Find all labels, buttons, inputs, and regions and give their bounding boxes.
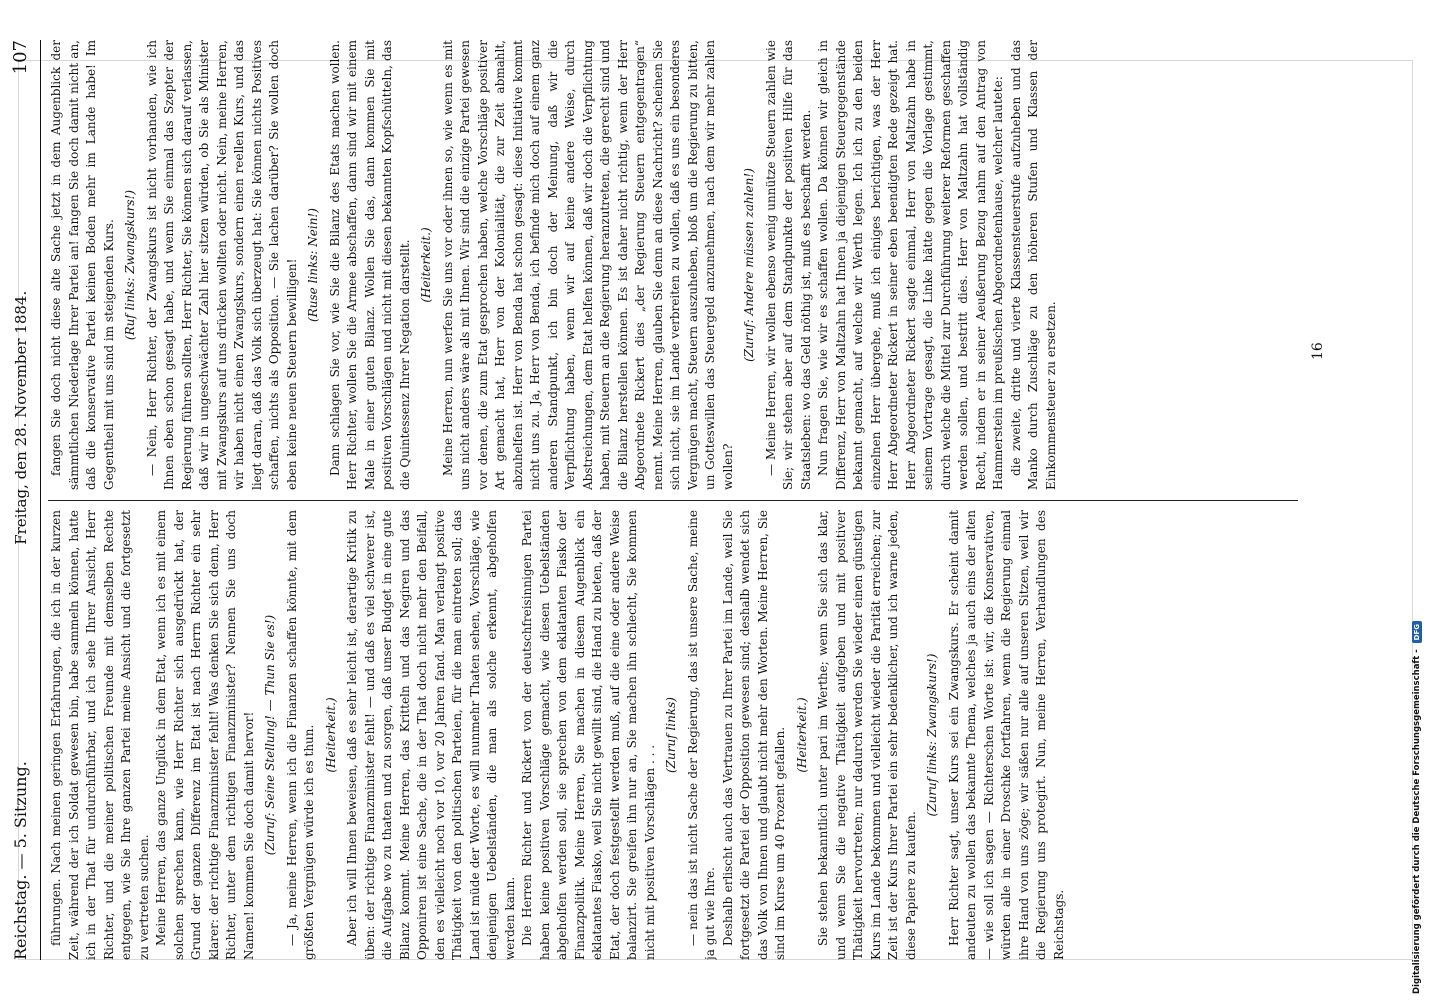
right-interjection: (Ruf links: Zwangskurs!) xyxy=(123,189,137,341)
right-paragraph: Dann schlagen Sie vor, wie Sie die Bilanz des Etats machen wollen. Herr Richter, wollen Sie die Armee abschaffen, dann sind wir mit einem Male in einer guten Bilanz. Wollen Sie das, dann kommen Sie mit positiven Vorschlägen und nicht mit diesen bekannten Kopfschütteln, das die Quintessenz Ihrer Negation darstellt. xyxy=(327,40,412,490)
left-paragraph: Die Herren Richter und Rickert von der deutschfreisinnigen Partei haben keine positiven Vorschläge gemacht, wie diesen Uebelständen abgeholfen werden soll, sie sprechen von dem eklatanten Fiasko der Finanzpolitik. Meine Herren, Sie machen in diesem Augenblick ein eklatantes Fiasko, weil Sie nicht gewillt sind, die Hand zu bieten, daß der Etat, der doch festgestellt werden muß, auf die eine oder andere Weise balanzirt. Sie greifen ihn nur an, Sie machen ihn schlecht, Sie kommen nicht mit positiven Vorschlägen . . . xyxy=(520,510,657,960)
left-interjection: (Zuruf links) xyxy=(664,697,678,773)
right-quotation: die zweite, dritte und vierte Klassensteuerstufe aufzuheben und das Manko durch Zuschläge zu den höheren Stufen und Klassen der Einkommensteuer zu ersetzen. xyxy=(1008,40,1058,490)
header-title: Reichstag. — 5. Sitzung. xyxy=(11,761,30,960)
dfg-logo: DFG xyxy=(1412,621,1422,643)
header-rule xyxy=(40,40,41,960)
left-paragraph: — nein das ist nicht Sache der Regierung, das ist unsere Sache, meine ja gut wie Ihre. xyxy=(685,510,717,960)
left-paragraph: Sie stehen bekanntlich unter pari im Werthe; wenn Sie sich das klar, und wenn Sie die negative Thätigkeit aufgeben und mit positiver Thätigkeit hervortreten; nur dadurch werden Sie wieder einen günstigen Kurs im Lande bekommen und vielleicht wieder die Parität erreichen; zur Zeit ist der Kurs Ihrer Partei ein sehr bedenklicher, und ich warne jeden, diese Papiere zu kaufen. xyxy=(816,510,918,960)
credit-text: Digitalisierung gefördert durch die Deutsche Forschungsgemeinschaft - xyxy=(1412,649,1422,994)
right-interjection: (Heiterkeit.) xyxy=(419,227,433,303)
left-paragraph: führungen. Nach meinen geringen Erfahrungen, die ich in der kurzen Zeit, während der ich Soldat gewesen bin, habe sammeln können, hatte ich in der That für undurchführbar, und ich sehe Ihrer Ansicht, Herr Richter, und die meiner politischen Freunde mit demselben Rechte entgegen, wie Sie Ihre ganzen Partei meine Ansicht und die fortgesetzt zu vertreten suchen. xyxy=(49,510,151,960)
left-interjection: (Zuruf links: Zwangskurs!) xyxy=(925,653,939,817)
right-interjection: (Ruse links: Nein!) xyxy=(306,208,320,322)
left-interjection: (Heiterkeit.) xyxy=(323,697,338,773)
column-rule xyxy=(48,500,1298,501)
right-column xyxy=(48,40,1298,490)
header-date: Freitag, den 28. November 1884. xyxy=(12,290,30,545)
left-column xyxy=(48,510,1298,960)
left-interjection: (Heiterkeit.) xyxy=(794,697,809,773)
left-paragraph: — Ja, meine Herren, wenn ich die Finanzen schaffen könnte, mit dem größten Vergnügen würde ich es thun. xyxy=(284,510,316,960)
right-paragraph: Nun fragen Sie, wie wir es schaffen wollen. Da können wir gleich in Differenz, Herr von Maltzahn hat Ihnen ja diejenigen Steuergegenstände bekannt gemacht, auf welche wir Werth legen. Ich ich zu den beiden einzelnen Herr übergehe, muß ich einiges berichtigen, was der Herr Herr Abgeordneter Rickert in seiner eben beendigten Rede gezeigt hat. Herr Abgeordneter Rickert sagte einmal, Herr von Maltzahn habe in seinem Vortrage gesagt, die Linke hätte gegen die Vorlage gestimmt, durch welche die Mittel zur Durchführung weiterer Reformen geschaffen werden sollen, und bestritt dies. Herr von Maltzahn hat vollständig Recht, indem er in seiner Aeußerung Bezug nahm auf den Antrag von Hammerstein im preußischen Abgeordnetenhause, welcher lautete: xyxy=(816,40,1005,490)
left-paragraph: Herr Richter sagt, unser Kurs sei ein Zwangskurs. Er scheint damit andeuten zu wollen das bekannte Thema, welches ja auch eins der alten — wie soll ich sagen — Richterschen Worte ist: wir, die Konservativen, würden alle in einer Droschke fortfahren, wenn die Regierung einmal ihre Hand von uns zöge; wir säßen nur alle auf unseren Sitzen, weil wir die Regierung uns protegirt. Nun, meine Herren, Verhandlungen des Reichstags. xyxy=(946,510,1066,960)
signature-mark: 16 xyxy=(1310,342,1326,360)
left-paragraph: Meine Herren, das ganze Unglück in dem Etat, wenn ich es mit einem solchen sprechen kann, wie Herr Richter sich ausgedrückt hat, der Grund der ganzen Differenz im Etat ist nach Herrn Richter ein sehr klarer: der richtige Finanzminister fehlt! Was denken Sie sich denn, Herr Richter, unter dem richtigen Finanzminister? Nennen Sie uns doch Namen! kommen Sie doch damit hervor! xyxy=(154,510,256,960)
right-paragraph: fangen Sie doch nicht diese alte Sache jetzt in dem Augenblick der sämmtlichen Niederlage Ihrer Partei an! fangen Sie doch damit nicht an, daß die konservative Partei keinen Boden mehr im Lande habe! Im Gegentheil mit uns sind im steigenden Kurs. xyxy=(49,40,116,490)
page-number: 107 xyxy=(10,40,31,75)
left-interjection: (Zuruf: Seine Stellung! — Thun Sie es!) xyxy=(263,614,277,856)
right-paragraph: — Nein, Herr Richter, der Zwangskurs ist nicht vorhanden, wie ich Ihnen eben schon gesagt habe, und wenn Sie einmal das Szepter der Regierung führen sollten, Herr Richter, Sie können sich darauf verlassen, daß wir in ungeschwächter Zahl hier sitzen würden, ob Sie als Minister mit Zwangskurs auf uns drücken wollten oder nicht. Nein, meine Herren, wir haben nicht einen Zwangskurs, sondern einen reellen Kurs, und das liegt daran, daß das Volk sich überzeugt hat: Sie können nichts Positives schaffen, nichts als Opposition. — Sie lachen darüber? Sie wollen doch eben keine neuen Steuern bewilligen! xyxy=(144,40,299,490)
left-paragraph: Deshalb erlischt auch das Vertrauen zu Ihrer Partei im Lande, weil Sie fortgesetzt die Partei der Opposition gewesen sind; deshalb wendet sich das Volk von Ihnen und glaubt nicht mehr den Worten. Meine Herren, Sie sind im Kurse um 40 Prozent gefallen. xyxy=(720,510,787,960)
left-paragraph: Aber ich will Ihnen beweisen, daß es sehr leicht ist, derartige Kritik zu üben: der richtige Finanzminister fehlt! — und daß es viel schwerer ist, die Aufgabe wo zu thaten und zu sorgen, daß unser Budget in eine gute Bilanz kommt. Meine Herren, das Kritteln und das Negiren und das Opponiren ist eine Sache, die in der That doch nicht mehr den Beifall, den es vielleicht noch vor 10, vor 20 Jahren fand. Man verlangt positive Thätigkeit von den politischen Parteien, für die man eintreten soll; das Land ist müde der Worte, es will nunmehr Thaten sehen, Vorschläge, wie denjenigen Uebelständen, die man als solche erkennt, abgeholfen werden kann. xyxy=(345,510,517,960)
right-paragraph: Meine Herren, nun werfen Sie uns vor oder ihnen so, wie wenn es mit uns nicht anders wäre als mit Ihnen. Wir sind die einzige Partei gewesen vor denen, die zum Etat gesprochen haben, welche Vorschläge positiver Art gemacht hat, Herr von der Kolonialität, die zur Zeit abmahlt, abzuhelfen ist. Herr von Benda hat schon gesagt: diese Initiative kommt nicht uns zu. Ja, Herr von Benda, ich befinde mich doch auf einem ganz anderen Standpunkt, ich bin doch der Meinung, daß wir die Verpflichtung haben, wenn wir auf keine andere Weise, durch Abstreichungen, dem Etat helfen können, daß wir doch die Verpflichtung haben, mit Steuern an die Regierung heranzutreten, die gerecht sind und die Bilanz herstellen können. Es ist daher nicht richtig, wenn der Herr Abgeordnete Rickert dies „der Regierung Steuern entgegentragen“ nennt. Meine Herren, glauben Sie denn an diese Nachricht? scheinen Sie sich nicht, sie im Lande verbreiten zu wollen, daß es uns ein besonderes Vergnügen macht, Steuern auszuheben, bloß um die Regierung zu bitten, un Gotteswillen das Steuergeld anzunehmen, nach dem wir mehr zahlen wollen? xyxy=(440,40,735,490)
page-header xyxy=(10,40,38,960)
digitization-credit xyxy=(1412,394,1422,994)
right-paragraph: — Meine Herren, wir wollen ebenso wenig unnütze Steuern zahlen wie Sie; wir stehen aber auf dem Standpunkte der positiven Hilfe für das Staatsleben: wo das Geld nöthig ist, muß es beschafft werden. xyxy=(763,40,813,490)
right-interjection: (Zuruf: Andere müssen zahlen!) xyxy=(742,168,756,362)
